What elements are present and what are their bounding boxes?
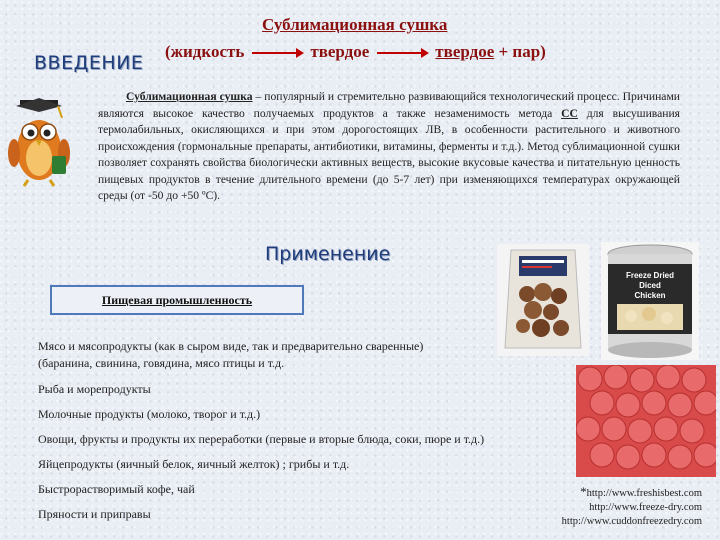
application-heading: Применение [265, 243, 391, 265]
list-item: Молочные продукты (молоко, творог и т.д.) [38, 407, 261, 421]
section-label: ВВЕДЕНИЕ [34, 52, 144, 74]
source-link[interactable]: http://www.freeze-dry.com [589, 502, 702, 513]
sources-block [520, 485, 702, 529]
freeze-dried-berries-photo [576, 365, 716, 477]
intro-term: Сублимационная сушка [126, 90, 253, 103]
svg-text:Chicken: Chicken [634, 291, 666, 300]
source-link[interactable]: *http://www.freshisbest.com [580, 484, 702, 499]
arrow-right-icon [377, 52, 427, 54]
intro-cc: СС [561, 106, 578, 120]
list-item: Мясо и мясопродукты (как в сыром виде, так и предварительно сваренные) [38, 339, 424, 353]
list-item: Рыба и морепродукты [38, 382, 151, 396]
list-item: (баранина, свинина, говядина, мясо птицы и т.д. [38, 356, 285, 370]
list-item: Пряности и приправы [38, 507, 151, 521]
list-item: Яйцепродукты (яичный белок, яичный желток) ; грибы и т.д. [38, 457, 350, 471]
intro-text-1: – популярный и стремительно развивающийся технологический процесс. Причинами являются высокое качество получаемых продуктов а также незаменимость метода [98, 90, 680, 120]
phase-solid-underlined: твердое [435, 42, 495, 61]
phase-vapor: + пар) [498, 42, 546, 61]
svg-text:Freeze Dried: Freeze Dried [625, 271, 675, 280]
food-industry-box: Пищевая промышленность [50, 285, 304, 315]
freeze-dried-can-photo [601, 242, 699, 360]
list-item: Быстрорастворимый кофе, чай [38, 482, 195, 496]
list-item: Овощи, фрукты и продукты их переработки (первые и вторые блюда, соки, пюре и т.д.) [38, 432, 485, 446]
page-title: Сублимационная сушка [262, 15, 448, 34]
footnote-star: * [580, 484, 587, 499]
freeze-dried-bag-photo [497, 244, 589, 356]
intro-text-2: для высушивания термолабильных, окисляющихся и при этом дорогостоящих ЛВ, в особенности растительного и животного происхождения (гормональные препараты, антибиотики, витамины, ферменты и т.д.). Метод сублимационной сушки позволяет сохранять свойства биологически активных веществ, высокие вкусовые качества и питательную ценность пищевых продуктов в течение длительного времени (до 5-7 лет) при изменяющихся температурах окружающей среды (от -50 до +50 ºС). [98, 106, 680, 202]
phase-transition [165, 42, 546, 62]
phase-solid: твердое [310, 42, 370, 61]
phase-liquid: (жидкость [165, 42, 245, 61]
source-link[interactable]: http://www.cuddonfreezedry.com [561, 516, 702, 527]
arrow-right-icon [252, 52, 302, 54]
owl-professor-icon [6, 98, 72, 188]
svg-text:Diced: Diced [639, 281, 661, 290]
intro-paragraph [98, 89, 680, 205]
